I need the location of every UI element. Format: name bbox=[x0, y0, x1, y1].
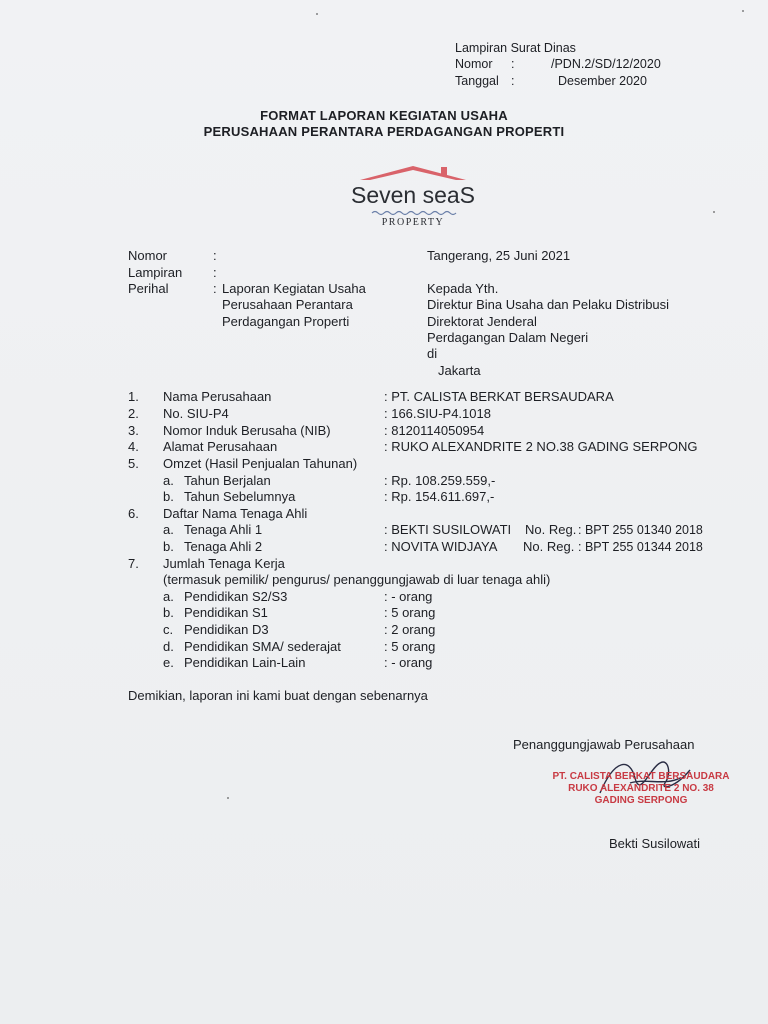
scan-speck bbox=[713, 211, 715, 213]
sub-item-letter: a. bbox=[163, 589, 174, 604]
meta-perihal-line1: Laporan Kegiatan Usaha bbox=[222, 281, 366, 296]
document-title-line1: FORMAT LAPORAN KEGIATAN USAHA bbox=[260, 108, 508, 123]
sub-item-label: Pendidikan S1 bbox=[184, 605, 268, 620]
meta-nomor-label: Nomor bbox=[128, 248, 168, 263]
meta-perihal-label: Perihal bbox=[128, 281, 169, 296]
attachment-title: Lampiran Surat Dinas bbox=[455, 41, 576, 55]
item-label: Daftar Nama Tenaga Ahli bbox=[163, 506, 308, 521]
item-label: No. SIU-P4 bbox=[163, 406, 229, 421]
item-number: 6. bbox=[128, 506, 139, 521]
closing-statement: Demikian, laporan ini kami buat dengan sebenarnya bbox=[128, 688, 428, 703]
stamp-line1: PT. CALISTA BERKAT BERSAUDARA bbox=[552, 771, 730, 782]
reference-number-label: Nomor bbox=[455, 57, 493, 71]
sub-item-letter: b. bbox=[163, 489, 174, 504]
recipient-city: Jakarta bbox=[438, 363, 481, 378]
sub-item-value: : BEKTI SUSILOWATI bbox=[384, 522, 512, 537]
recipient-line3: Direktorat Jenderal bbox=[427, 314, 537, 329]
place-date: Tangerang, 25 Juni 2021 bbox=[427, 248, 571, 263]
reg-label: No. Reg. bbox=[523, 539, 575, 554]
item-number: 5. bbox=[128, 456, 139, 471]
reg-value: : BPT 255 01344 2018 bbox=[578, 540, 703, 554]
document-title-line2: PERUSAHAAN PERANTARA PERDAGANGAN PROPERTI bbox=[203, 124, 565, 139]
sub-item-letter: a. bbox=[163, 522, 174, 537]
sub-item-label: Tahun Berjalan bbox=[184, 473, 271, 488]
meta-nomor-colon: : bbox=[213, 248, 217, 263]
reference-date-colon: : bbox=[511, 74, 515, 88]
logo-roof-icon bbox=[360, 166, 466, 180]
sub-item-label: Pendidikan D3 bbox=[184, 622, 269, 637]
sub-item-value: : - orang bbox=[384, 589, 433, 604]
reg-label: No. Reg. bbox=[525, 522, 577, 537]
meta-perihal-line2: Perusahaan Perantara bbox=[222, 297, 353, 312]
item-label: Alamat Perusahaan bbox=[163, 439, 278, 454]
sub-item-value: : Rp. 154.611.697,- bbox=[384, 489, 495, 504]
recipient-line4: Perdagangan Dalam Negeri bbox=[427, 330, 589, 345]
sub-item-label: Pendidikan Lain-Lain bbox=[184, 655, 306, 670]
sub-item-letter: a. bbox=[163, 473, 174, 488]
logo-chimney-icon bbox=[441, 167, 447, 175]
item-value: : 166.SIU-P4.1018 bbox=[384, 406, 491, 421]
sub-item-value: : 5 orang bbox=[384, 605, 436, 620]
scan-speck bbox=[316, 13, 318, 15]
reference-date-label: Tanggal bbox=[455, 74, 499, 88]
stamp-line3: GADING SERPONG bbox=[594, 795, 688, 806]
sub-item-label: Tenaga Ahli 1 bbox=[184, 522, 263, 537]
item-value: : PT. CALISTA BERKAT BERSAUDARA bbox=[384, 389, 614, 404]
item-label: Jumlah Tenaga Kerja bbox=[163, 556, 285, 571]
recipient-line1: Kepada Yth. bbox=[427, 281, 499, 296]
sub-item-letter: b. bbox=[163, 605, 174, 620]
sub-item-value: : - orang bbox=[384, 655, 433, 670]
sub-item-letter: e. bbox=[163, 655, 174, 670]
scan-speck bbox=[742, 10, 744, 12]
item-number: 2. bbox=[128, 406, 139, 421]
reference-number-value: /PDN.2/SD/12/2020 bbox=[551, 57, 661, 71]
reference-number-colon: : bbox=[511, 57, 515, 71]
meta-perihal-colon: : bbox=[213, 281, 217, 296]
item-number: 4. bbox=[128, 439, 139, 454]
sub-item-letter: d. bbox=[163, 639, 174, 654]
signatory-role: Penanggungjawab Perusahaan bbox=[513, 737, 695, 752]
sub-item-value: : Rp. 108.259.559,- bbox=[384, 473, 496, 488]
recipient-line5: di bbox=[427, 346, 438, 361]
item-number: 7. bbox=[128, 556, 139, 571]
seven-seas-logo bbox=[350, 163, 476, 231]
reference-date-value: Desember 2020 bbox=[558, 74, 647, 88]
item-label: Nomor Induk Berusaha (NIB) bbox=[163, 423, 331, 438]
logo-wave-icon bbox=[372, 212, 456, 215]
sub-item-value: : 2 orang bbox=[384, 622, 436, 637]
logo-brand-text: Seven seaS bbox=[350, 182, 476, 208]
item-number: 1. bbox=[128, 389, 139, 404]
meta-lampiran-label: Lampiran bbox=[128, 265, 183, 280]
sub-item-label: Tahun Sebelumnya bbox=[184, 489, 296, 504]
logo-sub-text: PROPERTY bbox=[381, 217, 445, 228]
signatory-name: Bekti Susilowati bbox=[609, 836, 701, 851]
item-label: Omzet (Hasil Penjualan Tahunan) bbox=[163, 456, 358, 471]
item-number: 3. bbox=[128, 423, 139, 438]
recipient-line2: Direktur Bina Usaha dan Pelaku Distribusi bbox=[427, 297, 670, 312]
item-value: : RUKO ALEXANDRITE 2 NO.38 GADING SERPONG bbox=[384, 439, 698, 454]
sub-item-value: : NOVITA WIDJAYA bbox=[384, 539, 498, 554]
meta-lampiran-colon: : bbox=[213, 265, 217, 280]
logo-graphic bbox=[350, 163, 476, 231]
sub-item-value: : 5 orang bbox=[384, 639, 436, 654]
sub-item-letter: b. bbox=[163, 539, 174, 554]
item-label: Nama Perusahaan bbox=[163, 389, 272, 404]
sub-item-label: Pendidikan S2/S3 bbox=[184, 589, 288, 604]
reg-value: : BPT 255 01340 2018 bbox=[578, 523, 703, 537]
scan-speck bbox=[227, 797, 229, 799]
meta-perihal-line3: Perdagangan Properti bbox=[222, 314, 350, 329]
item-note: (termasuk pemilik/ pengurus/ penanggungjawab di luar tenaga ahli) bbox=[163, 572, 551, 587]
item-value: : 8120114050954 bbox=[384, 423, 485, 438]
stamp-line2: RUKO ALEXANDRITE 2 NO. 38 bbox=[568, 783, 714, 794]
company-stamp bbox=[548, 771, 734, 807]
sub-item-label: Tenaga Ahli 2 bbox=[184, 539, 263, 554]
sub-item-letter: c. bbox=[163, 622, 174, 637]
sub-item-label: Pendidikan SMA/ sederajat bbox=[184, 639, 341, 654]
